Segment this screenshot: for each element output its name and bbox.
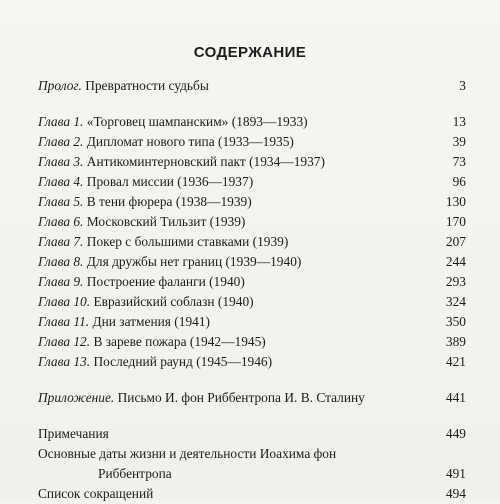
toc-entry-prefix: Глава 3. — [38, 154, 84, 169]
toc-entry-text — [38, 132, 294, 152]
toc-entry-page: 350 — [445, 314, 466, 329]
toc-entry-title: В зареве пожара (1942—1945) — [93, 334, 266, 349]
toc-entry-chapter — [38, 212, 466, 232]
toc-entry-chapter — [38, 172, 466, 192]
toc-entry-chapter — [38, 292, 466, 312]
toc-entry-page: 170 — [445, 214, 466, 229]
toc-entry-text — [38, 292, 254, 312]
toc-entry-page: 39 — [452, 134, 466, 149]
toc-entry-page: 389 — [445, 334, 466, 349]
toc-entry-page: 13 — [452, 114, 466, 129]
toc-entry-page: 449 — [445, 426, 466, 441]
spacer — [38, 96, 466, 112]
toc-entry-prefix: Глава 4. — [38, 174, 84, 189]
toc-entry-prefix: Глава 9. — [38, 274, 84, 289]
toc-entry-abbreviations — [38, 484, 466, 504]
toc-entry-chapter — [38, 312, 466, 332]
toc-entry-text — [38, 76, 209, 96]
toc-entry-prefix: Глава 6. — [38, 214, 84, 229]
toc-entry-prefix: Глава 8. — [38, 254, 84, 269]
toc-entry-text — [38, 252, 301, 272]
toc-entry-title: «Торговец шампанским» (1893—1933) — [86, 114, 308, 129]
toc-entry-title: Провал миссии (1936—1937) — [86, 174, 254, 189]
toc-entry-title: Построение фаланги (1940) — [86, 274, 245, 289]
toc-entry-page: 130 — [445, 194, 466, 209]
toc-entry-page: 96 — [452, 174, 466, 189]
toc-entry-title: Последний раунд (1945—1946) — [93, 354, 273, 369]
chapter-list — [38, 112, 466, 372]
toc-entry-text — [38, 352, 272, 372]
toc-entry-page: 491 — [445, 466, 466, 481]
toc-entry-prefix: Глава 7. — [38, 234, 84, 249]
toc-entry-page: 324 — [445, 294, 466, 309]
toc-entry-chapter — [38, 112, 466, 132]
toc-entry-text — [38, 332, 266, 352]
toc-entry-title: Евразийский соблазн (1940) — [93, 294, 254, 309]
toc-entry-title: Список сокращений — [38, 486, 154, 501]
toc-entry-prefix: Глава 5. — [38, 194, 84, 209]
toc-entry-title: Для дружбы нет границ (1939—1940) — [86, 254, 302, 269]
toc-entry-chapter — [38, 352, 466, 372]
page-title: СОДЕРЖАНИЕ — [193, 44, 307, 61]
toc-entry-title: Письмо И. фон Риббентропа И. В. Сталину — [117, 390, 365, 405]
toc-entry-title: Превратности судьбы — [85, 78, 209, 93]
toc-entry-title: Дни затмения (1941) — [92, 314, 210, 329]
spacer — [38, 372, 466, 388]
toc-entry-prefix: Глава 13. — [38, 354, 91, 369]
toc-entry-title: Дипломат нового типа (1933—1935) — [86, 134, 294, 149]
toc-entry-text — [38, 388, 365, 408]
toc-entry-title: Московский Тильзит (1939) — [86, 214, 246, 229]
toc-entry-text — [38, 192, 252, 212]
table-of-contents — [38, 72, 466, 504]
toc-entry-chapter — [38, 132, 466, 152]
toc-entry-text — [38, 232, 288, 252]
toc-entry-page: 293 — [445, 274, 466, 289]
toc-entry-page: 73 — [452, 154, 466, 169]
toc-entry-page: 494 — [445, 486, 466, 501]
toc-entry-page: 421 — [445, 354, 466, 369]
toc-entry-prefix: Глава 11. — [38, 314, 90, 329]
toc-entry-text — [38, 272, 245, 292]
toc-entry-text — [38, 312, 210, 332]
toc-entry-page: 3 — [459, 78, 466, 93]
toc-entry-notes — [38, 424, 466, 444]
toc-entry-prefix: Глава 2. — [38, 134, 84, 149]
toc-entry-dates — [38, 444, 466, 484]
toc-entry-chapter — [38, 232, 466, 252]
toc-entry-page: 207 — [445, 234, 466, 249]
toc-entry-title: Антикоминтерновский пакт (1934—1937) — [86, 154, 325, 169]
toc-entry-prefix: Глава 10. — [38, 294, 91, 309]
toc-entry-chapter — [38, 252, 466, 272]
toc-entry-chapter — [38, 332, 466, 352]
toc-entry-title-line2: Риббентропа — [98, 466, 172, 481]
toc-entry-prefix: Глава 12. — [38, 334, 91, 349]
toc-entry-prefix: Приложение. — [38, 390, 115, 405]
toc-entry-chapter — [38, 272, 466, 292]
toc-entry-appendix — [38, 388, 466, 408]
toc-entry-text — [38, 212, 245, 232]
toc-entry-prefix: Пролог. — [38, 78, 82, 93]
toc-entry-text — [38, 172, 253, 192]
spacer — [38, 408, 466, 424]
toc-entry-text — [38, 152, 325, 172]
toc-entry-chapter — [38, 152, 466, 172]
toc-entry-text — [38, 112, 308, 132]
toc-entry-title: Покер с большими ставками (1939) — [86, 234, 289, 249]
toc-entry-page: 441 — [445, 390, 466, 405]
toc-entry-page: 244 — [445, 254, 466, 269]
toc-entry-title: Примечания — [38, 426, 109, 441]
toc-entry-title: В тени фюрера (1938—1939) — [86, 194, 252, 209]
toc-entry-prefix: Глава 1. — [38, 114, 84, 129]
toc-entry-chapter — [38, 192, 466, 212]
toc-entry-title-line1: Основные даты жизни и деятельности Иоахима фон — [38, 446, 337, 461]
toc-entry-prologue — [38, 76, 466, 96]
